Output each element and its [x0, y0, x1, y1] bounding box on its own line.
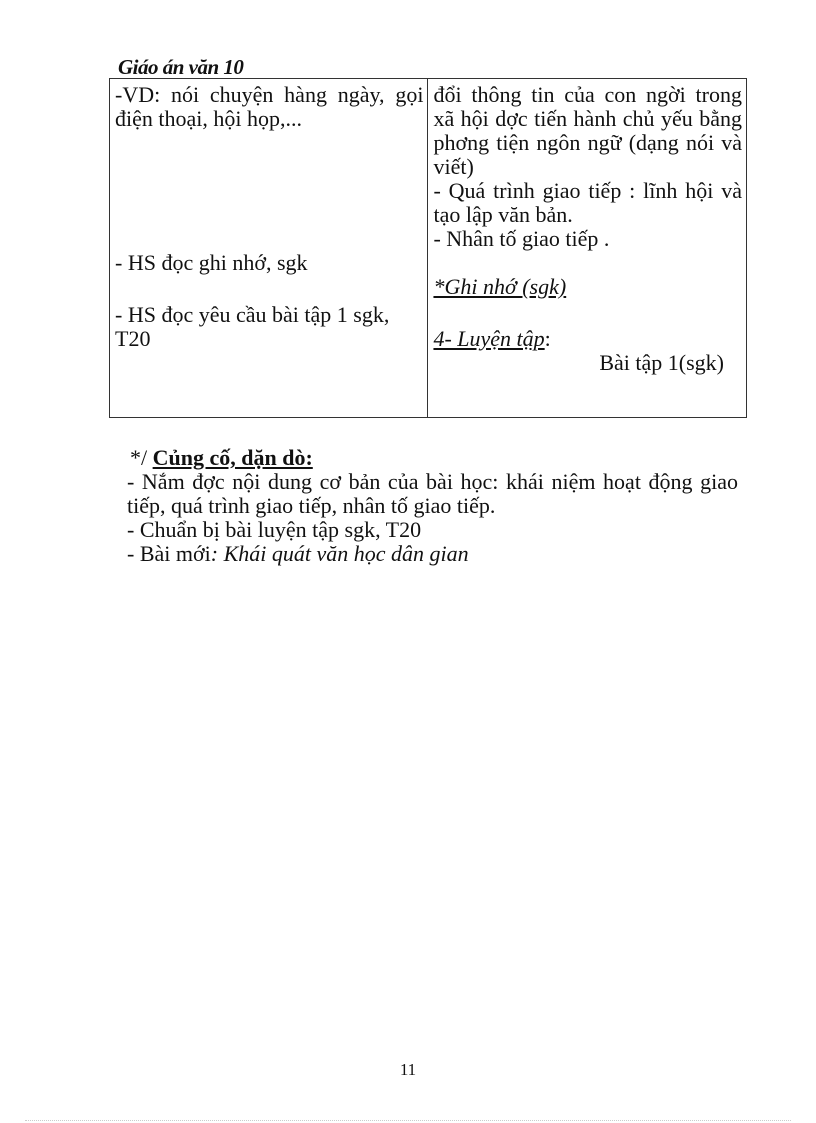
- practice-heading-line: [433, 327, 742, 351]
- memo-instruction: - HS đọc ghi nhớ, sgk: [115, 250, 308, 275]
- spacer: [115, 131, 423, 251]
- process-text: - Quá trình giao tiếp : lĩnh hội và tạo lập văn bản.: [433, 178, 742, 227]
- content-column: [428, 79, 747, 418]
- exercise-label: Bài tập 1(sgk): [599, 350, 724, 375]
- practice-heading: 4- Luyện tập: [433, 326, 545, 351]
- section-heading: [130, 446, 738, 470]
- example-text: -VD: nói chuyện hàng ngày, gọi điện thoại, hội họp,...: [115, 82, 424, 131]
- definition-text: đổi thông tin của con ngời trong xã hội dợc tiến hành chủ yếu bằng phơng tiện ngôn ngữ (dạng nói và viết): [433, 82, 742, 179]
- summary-item: [127, 542, 738, 566]
- page-bottom-divider: [25, 1120, 791, 1121]
- document-header: Giáo án văn 10: [118, 55, 244, 79]
- page-number: 11: [399, 1060, 417, 1079]
- summary-item: - Chuẩn bị bài luyện tập sgk, T20: [127, 517, 422, 542]
- summary-item: - Nắm đợc nội dung cơ bản của bài học: khái niệm hoạt động giao tiếp, quá trình giao tiếp, nhân tố giao tiếp.: [127, 469, 738, 518]
- memo-heading: *Ghi nhớ (sgk): [433, 274, 567, 299]
- factor-text: - Nhân tố giao tiếp .: [433, 226, 610, 251]
- activity-column: [110, 79, 428, 418]
- next-lesson-label: - Bài mới: [127, 541, 211, 566]
- summary-section: [127, 446, 738, 566]
- lesson-table: [109, 78, 747, 418]
- exercise-instruction: - HS đọc yêu cầu bài tập 1 sgk, T20: [115, 302, 390, 351]
- next-lesson-title: : Khái quát văn học dân gian: [210, 541, 469, 566]
- practice-colon: :: [544, 326, 551, 351]
- spacer: [115, 275, 423, 303]
- spacer: [433, 299, 742, 327]
- table-row: [110, 79, 747, 418]
- spacer: [433, 251, 742, 275]
- section-prefix: */: [130, 445, 148, 470]
- section-title: Củng cố, dặn dò:: [152, 445, 313, 470]
